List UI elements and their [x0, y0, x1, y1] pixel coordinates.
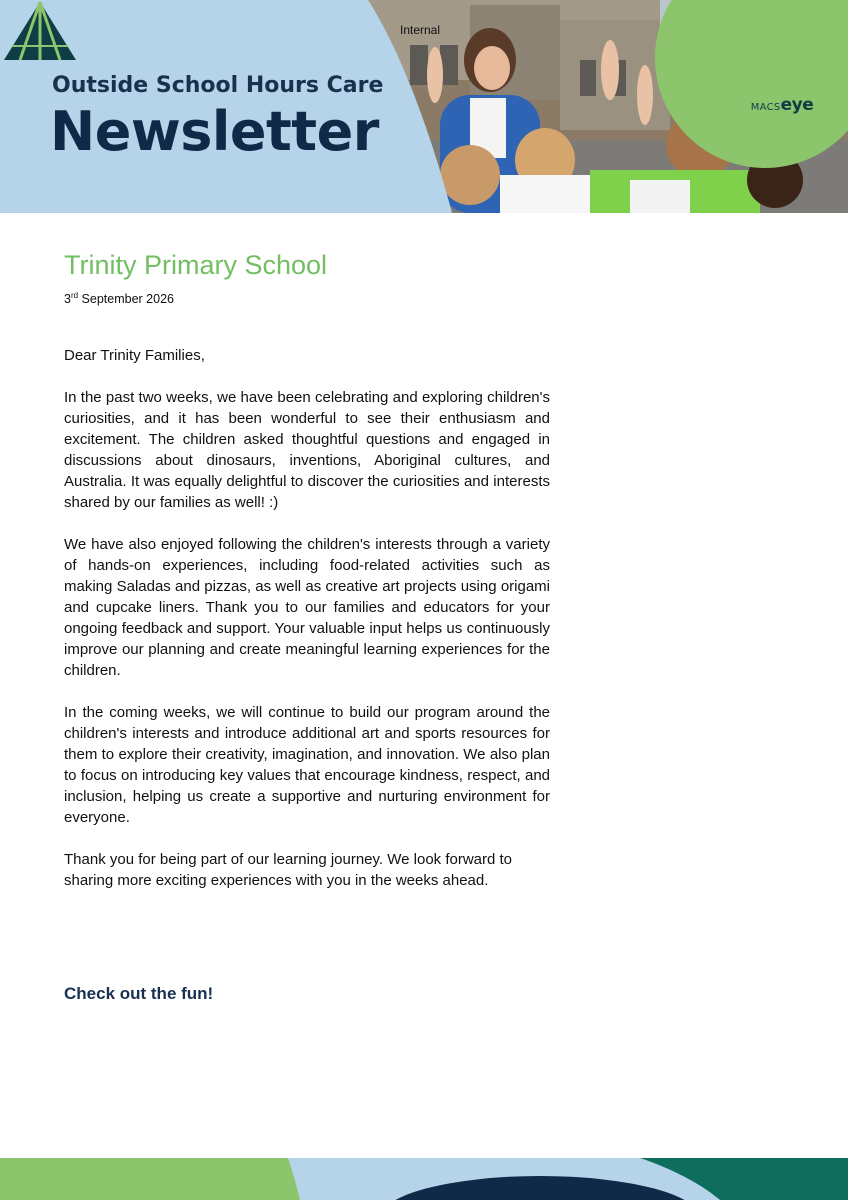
date-suffix: rd [70, 291, 79, 300]
newsletter-subtitle: Outside School Hours Care [52, 73, 384, 98]
letter-paragraph: Thank you for being part of our learning journey. We look forward to sharing more exciting experiences with you in the weeks ahead. [64, 851, 513, 889]
newsletter-date [64, 291, 174, 306]
header-banner [0, 0, 848, 213]
school-name: Trinity Primary School [64, 250, 328, 280]
letter-body [64, 345, 550, 912]
date-day: 3 [64, 292, 71, 307]
footer-decoration [0, 1158, 848, 1200]
check-out-the-fun-heading: Check out the fun! [64, 984, 214, 1003]
date-rest: September 2026 [78, 292, 174, 307]
letter-paragraph: In the coming weeks, we will continue to build our program around the children's interests and introduce additional art and sports resources for them to explore their creativity, imagination, and innovation. We also plan to focus on introducing key values that encourage kindness, respect, and inclusion, helping us create a supportive and nurturing environment for everyone. [64, 704, 550, 826]
macs-triangle-logo-icon [0, 0, 80, 86]
logo-suffix: eye [780, 95, 814, 115]
newsletter-title: Newsletter [50, 100, 379, 163]
letter-greeting: Dear Trinity Families, [64, 347, 205, 364]
brand-logo-text [740, 95, 824, 115]
logo-prefix: MACS [750, 102, 781, 113]
letter-paragraph: We have also enjoyed following the children's interests through a variety of hands-on experiences, including food-related activities such as making Saladas and pizzas, as well as creative art projects using origami and cupcake liners. Thank you to our families and educators for your ongoing feedback and support. Your valuable input helps us continuously improve our planning and create meaningful learning experiences for the children. [64, 536, 550, 679]
internal-tag: Internal [400, 23, 441, 37]
footer-artwork [0, 1158, 848, 1200]
letter-paragraph: In the past two weeks, we have been celebrating and exploring children's curiosities, and it has been wonderful to see their enthusiasm and excitement. The children asked thoughtful questions and engaged in discussions about dinosaurs, inventions, Aboriginal cultures, and Australia. It was equally delightful to discover the curiosities and interests shared by our families as well! :) [64, 389, 550, 511]
